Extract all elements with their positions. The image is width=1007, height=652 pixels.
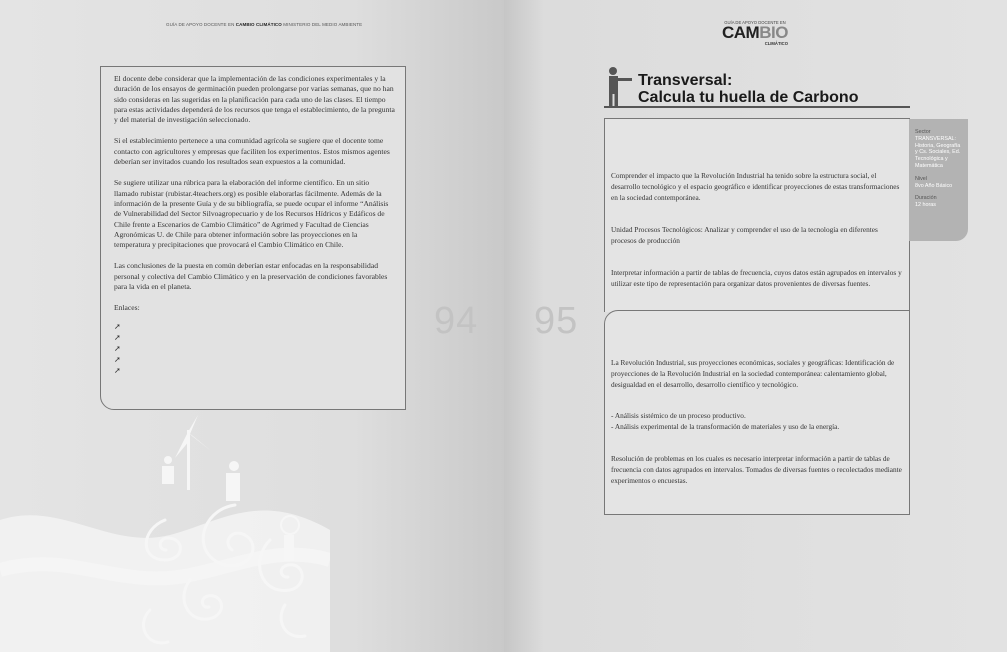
objective-history: Comprender el impacto que la Revolución Industrial ha tenido sobre la estructura social, el desarrollo tecnológico y el espacio geográfico e identificar proyecciones de estas transformaciones en la sociedad contemporánea. (611, 171, 900, 202)
page-number-left: 94 (434, 300, 479, 342)
sector-label: Sector (915, 129, 931, 135)
links-list (114, 321, 395, 376)
duracion-label: Duración (915, 195, 937, 202)
page-number-right: 95 (534, 300, 579, 342)
links-heading: Enlaces: (114, 303, 140, 313)
title-underline (604, 106, 910, 108)
logo-wordmark (722, 25, 788, 41)
notes-paragraph-3: Se sugiere utilizar una rúbrica para la elaboración del informe científico. En un sitio llamado rubistar (rubistar.4teachers.org) es posible elaborarlas fácilmente. Además de la información de la presente Guía y de su bibliografía, se puede ocupar el informe “Análisis de Vulnerabilidad del Sector Silvoagropecuario y de los Recursos Hídricos y Edáficos de Chile frente a Escenarios de Cambio Climático” de Agrimed y Facultad de Ciencias Agronómicas U. de Chile para obtener información sobre las proyecciones en la temperatura y precipitaciones que provocará el Cambio Climático en Chile. (114, 178, 389, 250)
logo-word-b: BIO (759, 23, 788, 42)
cambio-climatico-logo (722, 20, 788, 46)
content-technology: - Análisis sistémico de un proceso productivo. - Análisis experimental de la transformación de materiales y uso de la energía. (611, 411, 840, 431)
content-history: La Revolución Industrial, sus proyecciones económicas, sociales y geográficas: Identificación de proyecciones de la Revolución Industrial en la sociedad contemporánea: calentamiento global, desigualdad en el desarrollo, desarrollo científico y tecnológico. (611, 358, 895, 389)
link-bullet-2[interactable]: ➚ (114, 332, 121, 342)
link-bullet-3[interactable]: ➚ (114, 343, 121, 353)
sector-value: TRANSVERSAL: Historia, Geografía y Cs. Sociales, Ed. Tecnológica y Matemática (915, 135, 961, 169)
header-suffix: MINISTERIO DEL MEDIO AMBIENTE (283, 22, 363, 27)
activity-info-tab (909, 119, 968, 241)
running-header (166, 22, 362, 27)
activity-title (638, 72, 858, 106)
header-bold: CAMBIO CLIMÁTICO (235, 22, 282, 27)
objective-technology: Unidad Procesos Tecnológicos: Analizar y comprender el uso de la tecnología en diferentes procesos de producción (611, 225, 878, 245)
notes-paragraph-4: Las conclusiones de la puesta en común deberían estar enfocadas en la responsabilidad personal y colectiva del Cambio Climático y en la preservación de condiciones favorables para la vida en el planeta. (114, 261, 388, 292)
content-math: Resolución de problemas en los cuales es necesario interpretar información a partir de tablas de frecuencia con datos agrupados en intervalos. Tomados de diversas fuentes o recolectados mediante experimentos o encuestas. (611, 454, 902, 485)
link-bullet-4[interactable]: ➚ (114, 354, 121, 364)
nivel-label: Nivel (915, 175, 927, 182)
header-prefix: GUÍA DE APOYO DOCENTE EN (166, 22, 235, 27)
logo-top-text: GUÍA DE APOYO DOCENTE EN (724, 20, 786, 25)
nivel-value: 8vo Año Básico (915, 182, 953, 189)
link-bullet-5[interactable]: ➚ (114, 365, 121, 375)
notes-paragraph-2: Si el establecimiento pertenece a una comunidad agrícola se sugiere que el docente tome contacto con agricultores y empresas que faciliten los experimentos. Estos mismos agentes deberían ser invitados cuando los resultados sean expuestos a la comunidad. (114, 136, 390, 167)
logo-word-a: CAM (722, 23, 760, 42)
link-bullet-1[interactable]: ➚ (114, 321, 121, 331)
swirl-decoration-illustration (0, 410, 330, 652)
teacher-notes-box (100, 66, 406, 410)
title-line-1: Transversal: (638, 72, 733, 89)
duracion-value: 12 horas (915, 202, 936, 209)
logo-bottom-text: CLIMÁTICO (764, 41, 788, 46)
objective-math: Interpretar información a partir de tablas de frecuencia, cuyos datos están agrupados en intervalos y utilizar este tipo de representación para organizar datos provenientes de diversas fuentes. (611, 268, 902, 288)
notes-paragraph-1: El docente debe considerar que la implementación de las condiciones experimentales y la duración de los ensayos de germinación pueden prolongarse por varias semanas, que no han sido consideras en las sugeridas en la planificación para cada uno de las clases. El tiempo para estas actividades dependerá de los recursos que tenga el establecimiento, de la pregunta y del material de investigación seleccionado. (114, 74, 395, 125)
person-pointing-icon (604, 66, 634, 108)
title-line-2: Calcula tu huella de Carbono (638, 89, 859, 106)
